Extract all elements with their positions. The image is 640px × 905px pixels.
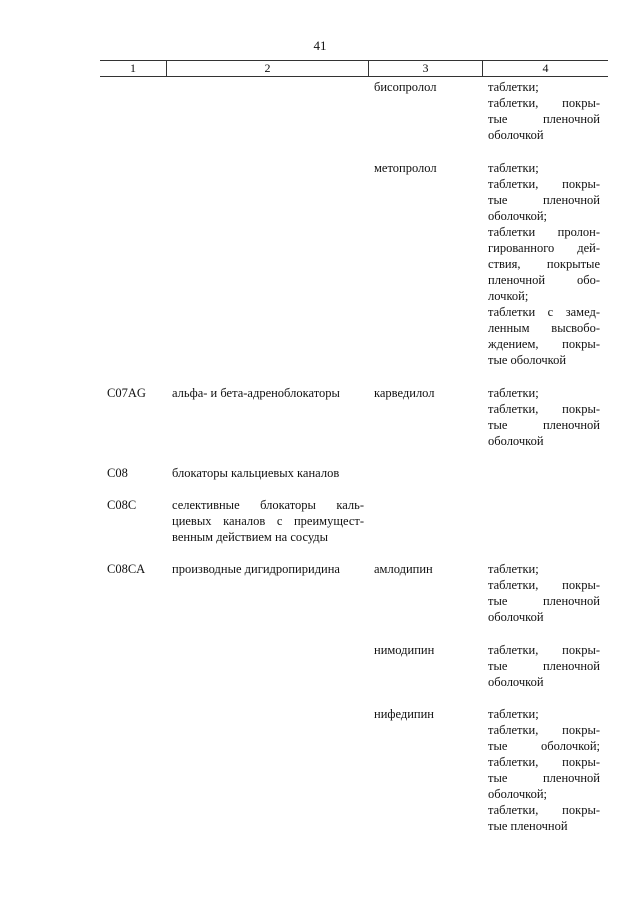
group-name-line: циевых каналов с преимущест-	[172, 514, 364, 528]
dosage-forms	[488, 706, 600, 834]
dosage-form-line: лочкой;	[488, 289, 529, 303]
group-name	[172, 385, 364, 401]
dosage-form-line: таблетки;	[488, 707, 539, 721]
drug-name: нимодипин	[374, 643, 435, 657]
dosage-form-line: ствия, покрытые	[488, 257, 600, 271]
dosage-form-line: оболочкой	[488, 128, 544, 142]
dosage-form-line: тые пленочной	[488, 418, 600, 432]
drug-name: амлодипин	[374, 562, 433, 576]
dosage-form-line: таблетки, покры-	[488, 755, 600, 769]
dosage-forms	[488, 561, 600, 625]
dosage-form-line: таблетки, покры-	[488, 578, 600, 592]
page-number: 41	[313, 38, 327, 53]
dosage-form-line: тые оболочкой	[488, 353, 567, 367]
group-name-line: блокаторы кальциевых каналов	[172, 466, 340, 480]
drug-name: метопролол	[374, 161, 437, 175]
dosage-form-line: тые пленочной	[488, 193, 600, 207]
dosage-form-line: таблетки, покры-	[488, 177, 600, 191]
atc-code: C08	[107, 466, 128, 480]
dosage-form-line: таблетки, покры-	[488, 402, 600, 416]
dosage-form-line: гированного дей-	[488, 241, 600, 255]
dosage-form-line: оболочкой;	[488, 787, 547, 801]
drug-name: карведилол	[374, 386, 435, 400]
header-col-3: 3	[368, 61, 482, 76]
dosage-forms	[488, 79, 600, 143]
dosage-form-line: таблетки, покры-	[488, 96, 600, 110]
dosage-form-line: тые оболочкой;	[488, 739, 600, 753]
dosage-form-line: тые пленочной	[488, 112, 600, 126]
dosage-form-line: таблетки;	[488, 562, 539, 576]
header-col-1: 1	[130, 61, 136, 75]
dosage-forms	[488, 160, 600, 368]
atc-code: C07AG	[107, 386, 146, 400]
atc-code: C08CA	[107, 562, 146, 576]
group-name-line: венным действием на сосуды	[172, 530, 329, 544]
group-name-line: альфа- и бета-адреноблокаторы	[172, 386, 340, 400]
dosage-form-line: таблетки с замед-	[488, 305, 600, 319]
table-header	[100, 60, 608, 77]
group-name-line: производные дигидропиридина	[172, 562, 340, 576]
dosage-form-line: тые пленочной	[488, 659, 600, 673]
header-col-4: 4	[482, 61, 608, 76]
header-col-2: 2	[166, 61, 368, 76]
drug-name: бисопролол	[374, 80, 437, 94]
dosage-forms	[488, 642, 600, 690]
dosage-form-line: тые пленочной	[488, 594, 600, 608]
dosage-form-line: оболочкой	[488, 434, 544, 448]
dosage-form-line: оболочкой	[488, 610, 544, 624]
dosage-form-line: пленочной обо-	[488, 273, 600, 287]
group-name-line: селективные блокаторы каль-	[172, 498, 364, 512]
group-name	[172, 561, 364, 577]
dosage-form-line: таблетки, покры-	[488, 723, 600, 737]
dosage-form-line: ждением, покры-	[488, 337, 600, 351]
dosage-form-line: таблетки;	[488, 386, 539, 400]
dosage-form-line: оболочкой;	[488, 209, 547, 223]
dosage-form-line: тые пленочной	[488, 819, 568, 833]
dosage-forms	[488, 385, 600, 449]
dosage-form-line: ленным высвобо-	[488, 321, 600, 335]
atc-code: C08C	[107, 498, 137, 512]
dosage-form-line: оболочкой	[488, 675, 544, 689]
dosage-form-line: таблетки пролон-	[488, 225, 600, 239]
group-name	[172, 465, 364, 481]
dosage-form-line: таблетки;	[488, 161, 539, 175]
dosage-form-line: таблетки, покры-	[488, 803, 600, 817]
group-name	[172, 497, 364, 545]
drug-name: нифедипин	[374, 707, 434, 721]
dosage-form-line: таблетки;	[488, 80, 539, 94]
dosage-form-line: таблетки, покры-	[488, 643, 600, 657]
dosage-form-line: тые пленочной	[488, 771, 600, 785]
